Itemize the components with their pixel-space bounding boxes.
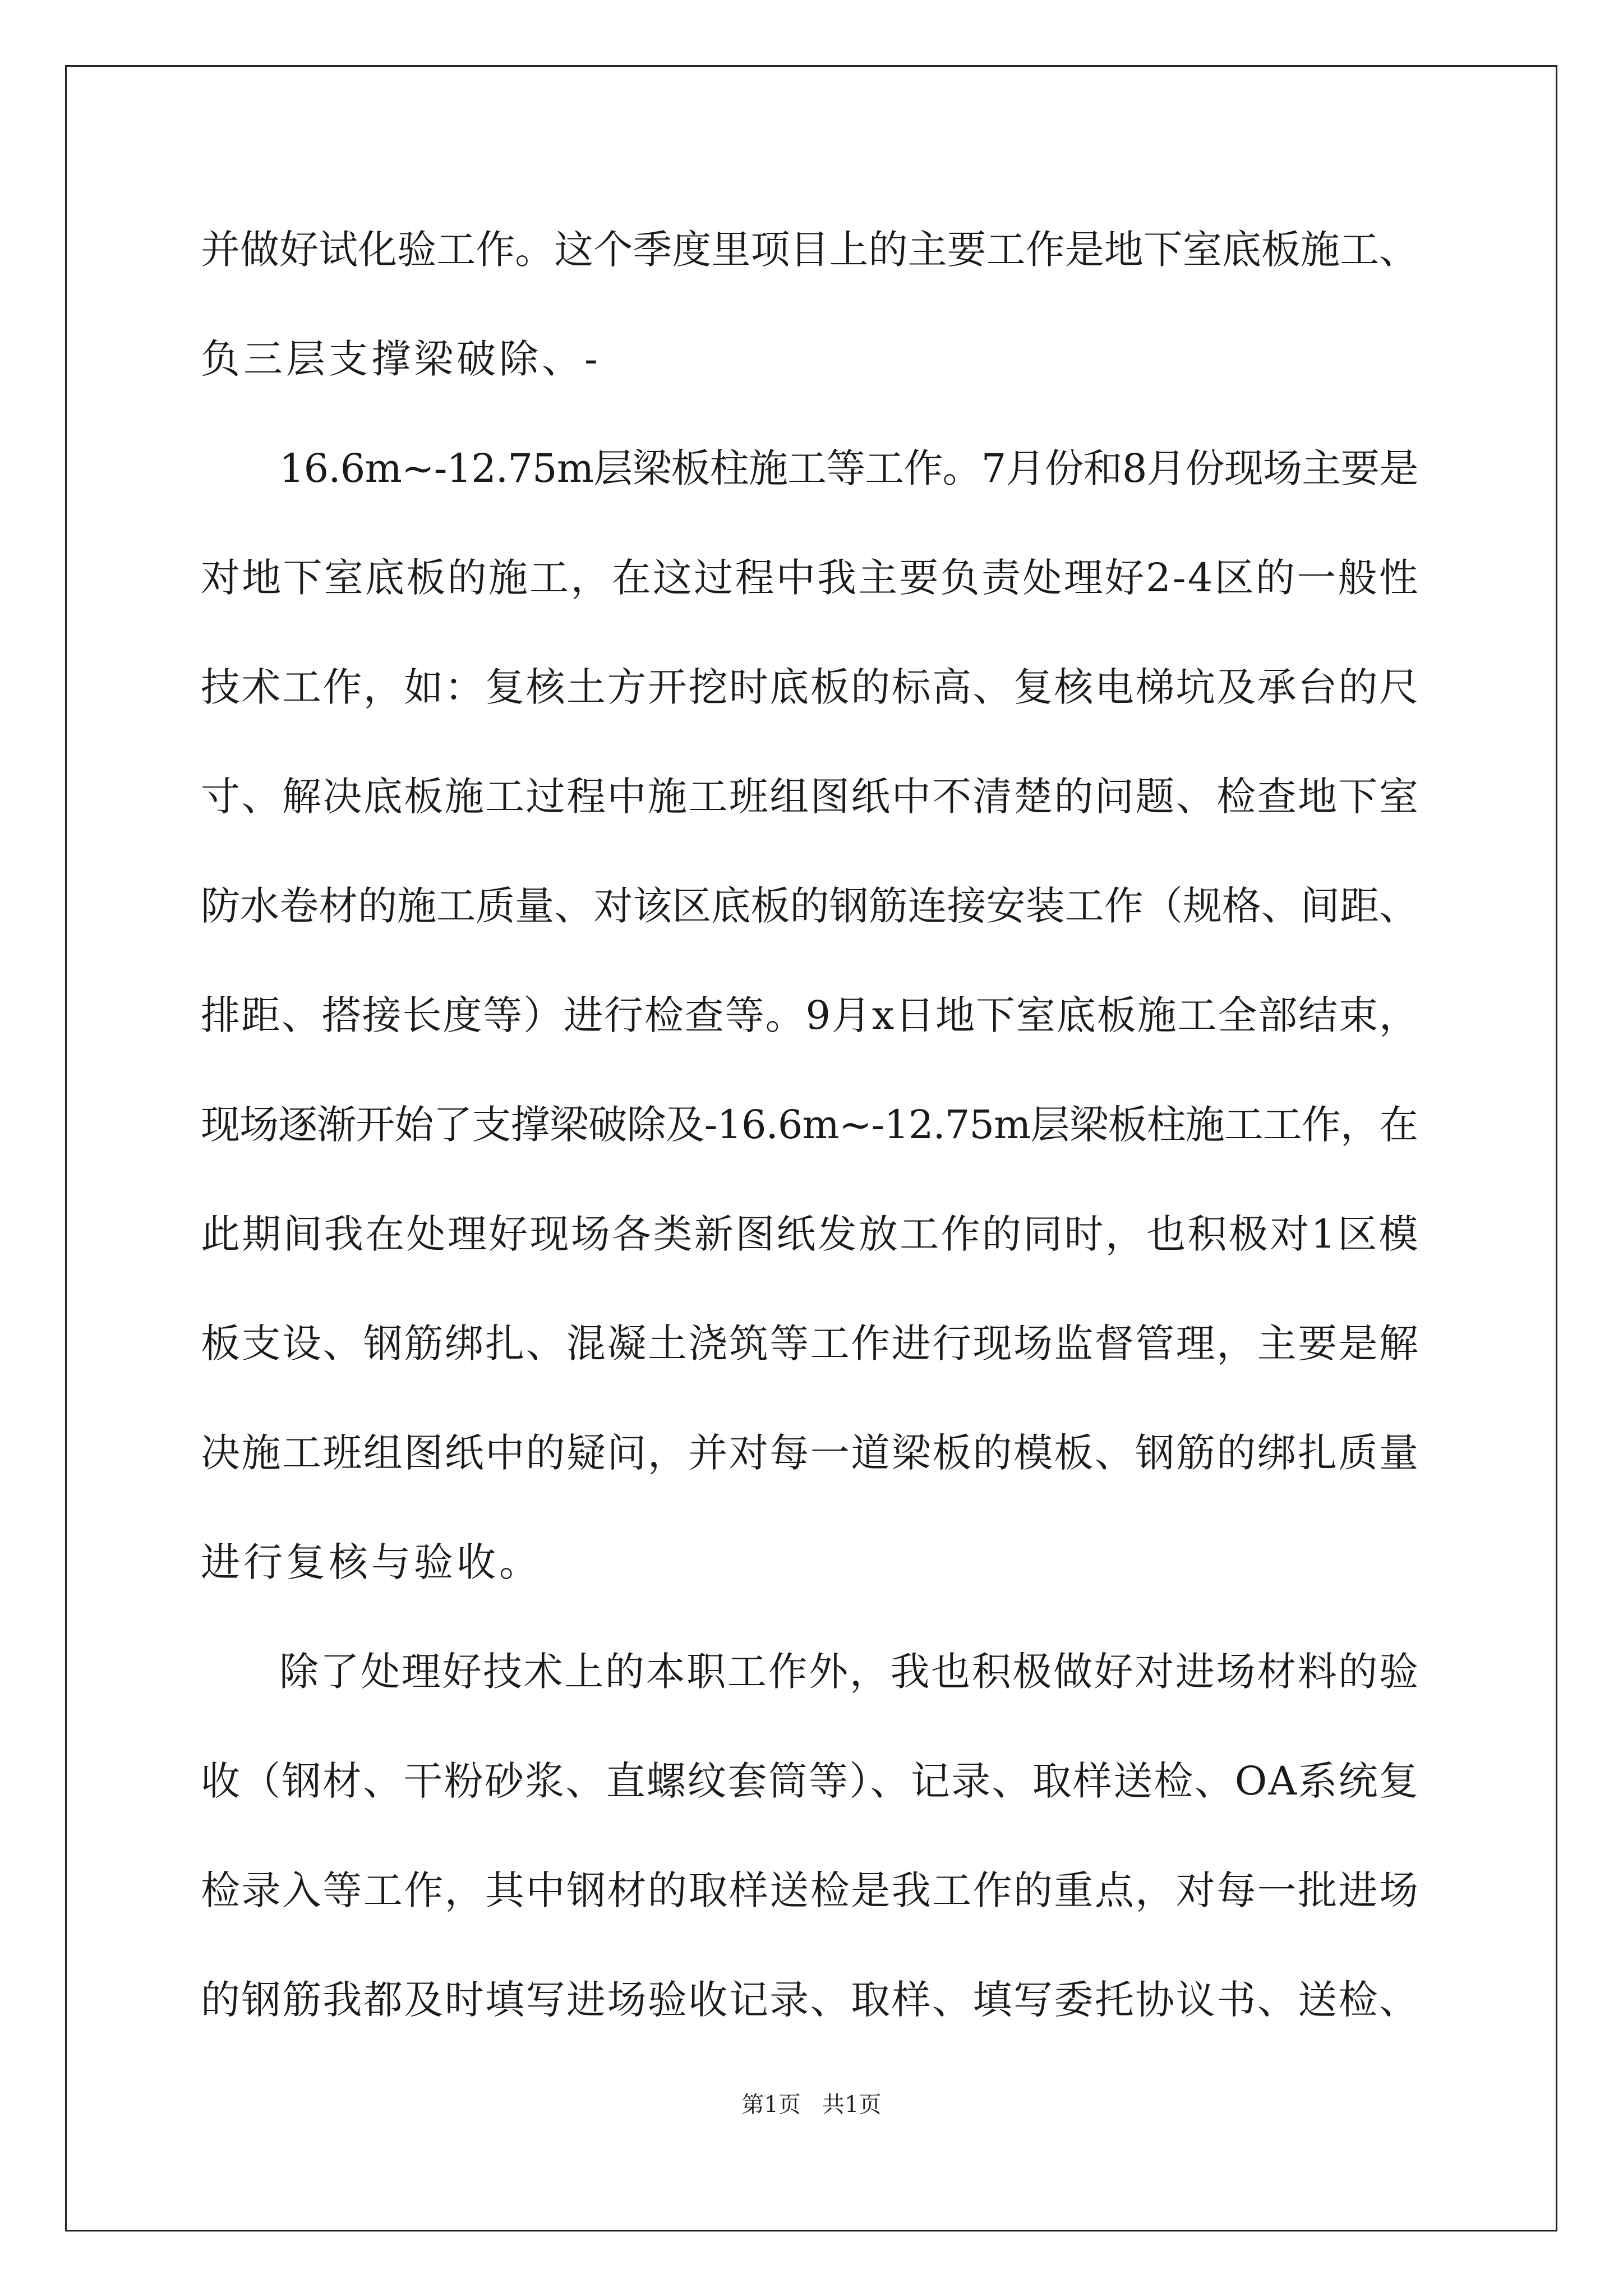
paragraph-line: 现场逐渐开始了支撑梁破除及-16.6m~-12.75m层梁板柱施工工作，在 [201,1102,1418,1148]
paragraph-line: 16.6m~-12.75m层梁板柱施工等工作。7月份和8月份现场主要是 [279,445,1418,491]
paragraph-line: 寸、解决底板施工过程中施工班组图纸中不清楚的问题、检查地下室 [201,774,1420,820]
paragraph-line: 板支设、钢筋绑扎、混凝土浇筑等工作进行现场监督管理，主要是解 [201,1320,1420,1366]
paragraph-line: 负三层支撑梁破除、- [201,336,601,382]
paragraph-line: 收（钢材、干粉砂浆、直螺纹套筒等）、记录、取样送检、OA系统复 [201,1758,1420,1804]
paragraph-line: 防水卷材的施工质量、对该区底板的钢筋连接安装工作（规格、间距、 [201,883,1419,929]
paragraph-line: 除了处理好技术上的本职工作外，我也积极做好对进场材料的验 [279,1649,1420,1695]
paragraph-line: 的钢筋我都及时填写进场验收记录、取样、填写委托协议书、送检、 [201,1977,1420,2023]
paragraph-line: 检录入等工作，其中钢材的取样送检是我工作的重点，对每一批进场 [201,1867,1420,1913]
paragraph-line: 对地下室底板的施工，在这过程中我主要负责处理好2-4区的一般性 [201,555,1420,601]
paragraph-line: 并做好试化验工作。这个季度里项目上的主要工作是地下室底板施工、 [201,227,1419,273]
paragraph-line: 技术工作，如：复核土方开挖时底板的标高、复核电梯坑及承台的尺 [201,664,1420,710]
paragraph-line: 此期间我在处理好现场各类新图纸发放工作的同时，也积极对1区模 [201,1211,1420,1257]
page-footer: 第1页 共1页 [741,2092,882,2118]
paragraph-line: 排距、搭接长度等）进行检查等。9月x日地下室底板施工全部结束， [201,992,1419,1038]
paragraph-line: 决施工班组图纸中的疑问，并对每一道梁板的模板、钢筋的绑扎质量 [201,1430,1420,1476]
paragraph-line: 进行复核与验收。 [201,1539,542,1585]
